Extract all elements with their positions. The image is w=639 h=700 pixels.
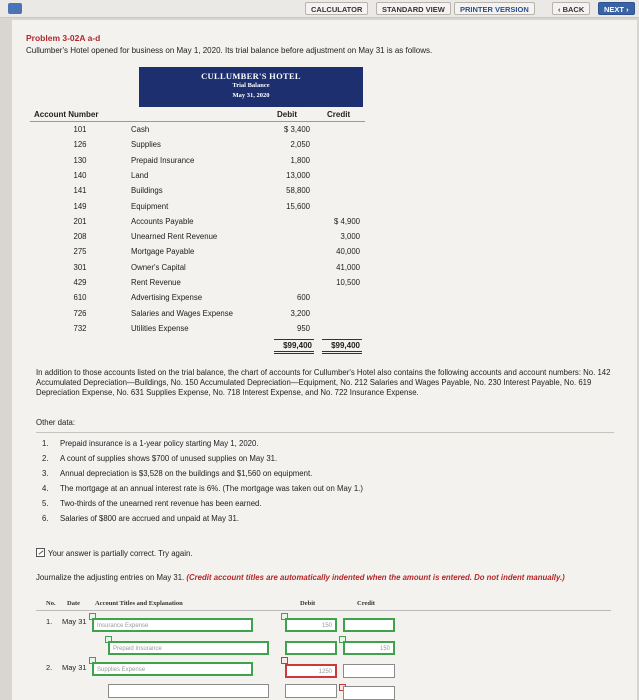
account-name: Land <box>131 170 149 180</box>
account-number: 301 <box>73 262 87 272</box>
col-account-number: Account Number <box>34 110 99 119</box>
table-row <box>0 171 639 186</box>
problem-intro: Cullumber's Hotel opened for business on May 1, 2020. Its trial balance before adjustment on May 31 is as follows. <box>26 46 433 55</box>
next-button[interactable]: NEXT › <box>598 2 635 15</box>
list-item: 6. Salaries of $800 are accrued and unpaid at May 31. <box>42 514 240 523</box>
debit-value: 15,600 <box>286 201 310 211</box>
credit-value: $ 4,900 <box>333 216 360 226</box>
debit-value: 58,800 <box>286 186 310 196</box>
account-title-input[interactable] <box>108 684 269 698</box>
account-number: 275 <box>73 247 87 257</box>
account-name: Prepaid Insurance <box>131 155 195 165</box>
account-number: 201 <box>73 216 87 226</box>
calculator-button[interactable]: CALCULATOR <box>305 2 368 15</box>
table-row <box>0 324 639 339</box>
account-name: Utilities Expense <box>131 323 189 333</box>
table-row <box>0 232 639 247</box>
credit-amount-input[interactable] <box>343 664 395 678</box>
account-number: 140 <box>73 170 87 180</box>
instructions: Journalize the adjusting entries on May 31. (Credit account titles are automatically indented when the amount is entered. Do not indent manually.) <box>36 573 565 582</box>
other-data-list <box>36 432 614 528</box>
account-number: 208 <box>73 232 87 242</box>
feedback-message: Your answer is partially correct. Try again. <box>36 548 192 558</box>
table-row <box>0 293 639 308</box>
problem-title: Problem 3-02A a-d <box>26 33 101 43</box>
printer-version-button[interactable]: PRINTER VERSION <box>454 2 535 15</box>
account-number: 126 <box>73 140 87 150</box>
entry-number: 1. <box>46 617 53 626</box>
statement-date: May 31, 2020 <box>232 92 270 99</box>
table-row <box>0 140 639 155</box>
company-name: CULLUMBER'S HOTEL <box>201 71 301 81</box>
account-title-input[interactable]: Prepaid Insurance <box>108 641 269 655</box>
account-name: Advertising Expense <box>131 293 203 303</box>
debit-amount-input[interactable] <box>285 684 337 698</box>
credit-value: 40,000 <box>336 247 360 257</box>
journal-col-no: No. <box>46 600 56 607</box>
statement-name: Trial Balance <box>232 82 270 89</box>
debit-value: 13,000 <box>286 170 310 180</box>
incorrect-icon <box>281 657 288 664</box>
list-item: 3. Annual depreciation is $3,528 on the buildings and $1,560 on equipment. <box>42 469 313 478</box>
journal-header-divider <box>36 610 611 611</box>
account-title-input[interactable]: Supplies Expense <box>92 662 253 676</box>
account-number: 149 <box>73 201 87 211</box>
total-debit: $99,400 <box>274 339 314 354</box>
debit-value: 2,050 <box>290 140 310 150</box>
standard-view-button[interactable]: STANDARD VIEW <box>376 2 451 15</box>
trial-balance-header <box>139 67 363 107</box>
table-row <box>0 309 639 324</box>
account-name: Buildings <box>131 186 163 196</box>
table-row <box>0 186 639 201</box>
debit-amount-input[interactable] <box>285 641 337 655</box>
menu-icon[interactable] <box>8 3 22 14</box>
col-debit: Debit <box>277 110 297 119</box>
journal-col-date: Date <box>67 600 80 607</box>
account-number: 732 <box>73 323 87 333</box>
credit-value: 10,500 <box>336 278 360 287</box>
debit-value: 950 <box>296 323 310 333</box>
back-button[interactable]: ‹ BACK <box>552 2 590 15</box>
account-number: 429 <box>73 278 87 287</box>
credit-value: 41,000 <box>336 262 360 272</box>
col-credit: Credit <box>327 110 351 119</box>
debit-value: 3,200 <box>290 308 310 318</box>
account-name: Equipment <box>131 201 169 211</box>
header-divider <box>30 121 365 122</box>
list-item: 4. The mortgage at an annual interest rate is 6%. (The mortgage was taken out on May 1.) <box>42 484 363 493</box>
entry-date: May 31 <box>62 663 87 672</box>
journal-col-titles: Account Titles and Explanation <box>95 600 183 607</box>
table-row <box>0 278 639 293</box>
list-item: 2. A count of supplies shows $700 of unused supplies on May 31. <box>42 454 278 463</box>
list-item: 5. Two-thirds of the unearned rent revenue has been earned. <box>42 499 262 508</box>
debit-amount-input[interactable]: 1250 <box>285 664 337 678</box>
partial-correct-icon <box>36 548 45 557</box>
account-name: Supplies <box>131 140 161 150</box>
credit-amount-input[interactable] <box>343 686 395 700</box>
table-row <box>0 263 639 278</box>
debit-amount-input[interactable]: 150 <box>285 618 337 632</box>
table-row <box>0 202 639 217</box>
account-name: Unearned Rent Revenue <box>131 232 218 242</box>
account-name: Owner's Capital <box>131 262 186 272</box>
table-row <box>0 217 639 232</box>
debit-value: 600 <box>296 293 310 303</box>
account-number: 726 <box>73 308 87 318</box>
debit-value: 1,800 <box>290 155 310 165</box>
account-title-input[interactable]: Insurance Expense <box>92 618 253 632</box>
table-row <box>0 125 639 140</box>
account-name: Salaries and Wages Expense <box>131 308 233 318</box>
table-row <box>0 156 639 171</box>
entry-date: May 31 <box>62 617 87 626</box>
chart-of-accounts-paragraph: In addition to those accounts listed on the trial balance, the chart of accounts for Cullumber's Hotel also contains the following accounts and account numbers: No. 142 Accumulated Depreciation—Buildings, No. 150 Accumulated Depreciation—Equipment, No. 212 Salaries and Wages Payable, No. 230 Interest Payable, No. 619 Depreciation Expense, No. 631 Supplies Expense, No. 718 Interest Expense, and No. 722 Insurance Expense. <box>36 368 611 397</box>
journal-col-debit: Debit <box>300 600 316 607</box>
other-data-label: Other data: <box>36 418 76 427</box>
credit-amount-input[interactable]: 150 <box>343 641 395 655</box>
credit-value: 3,000 <box>340 232 360 242</box>
top-toolbar <box>0 0 639 18</box>
account-number: 130 <box>73 155 87 165</box>
list-item: 1. Prepaid insurance is a 1-year policy starting May 1, 2020. <box>42 439 259 448</box>
credit-amount-input[interactable] <box>343 618 395 632</box>
account-number: 610 <box>73 293 87 303</box>
account-name: Rent Revenue <box>131 278 181 287</box>
content-panel <box>12 20 637 700</box>
journal-col-credit: Credit <box>357 600 375 607</box>
account-name: Mortgage Payable <box>131 247 195 257</box>
account-number: 141 <box>73 186 87 196</box>
account-number: 101 <box>73 125 87 134</box>
total-credit: $99,400 <box>322 339 362 354</box>
table-row <box>0 247 639 262</box>
debit-value: $ 3,400 <box>283 125 310 134</box>
account-name: Cash <box>131 125 150 134</box>
entry-number: 2. <box>46 663 53 672</box>
account-name: Accounts Payable <box>131 216 194 226</box>
